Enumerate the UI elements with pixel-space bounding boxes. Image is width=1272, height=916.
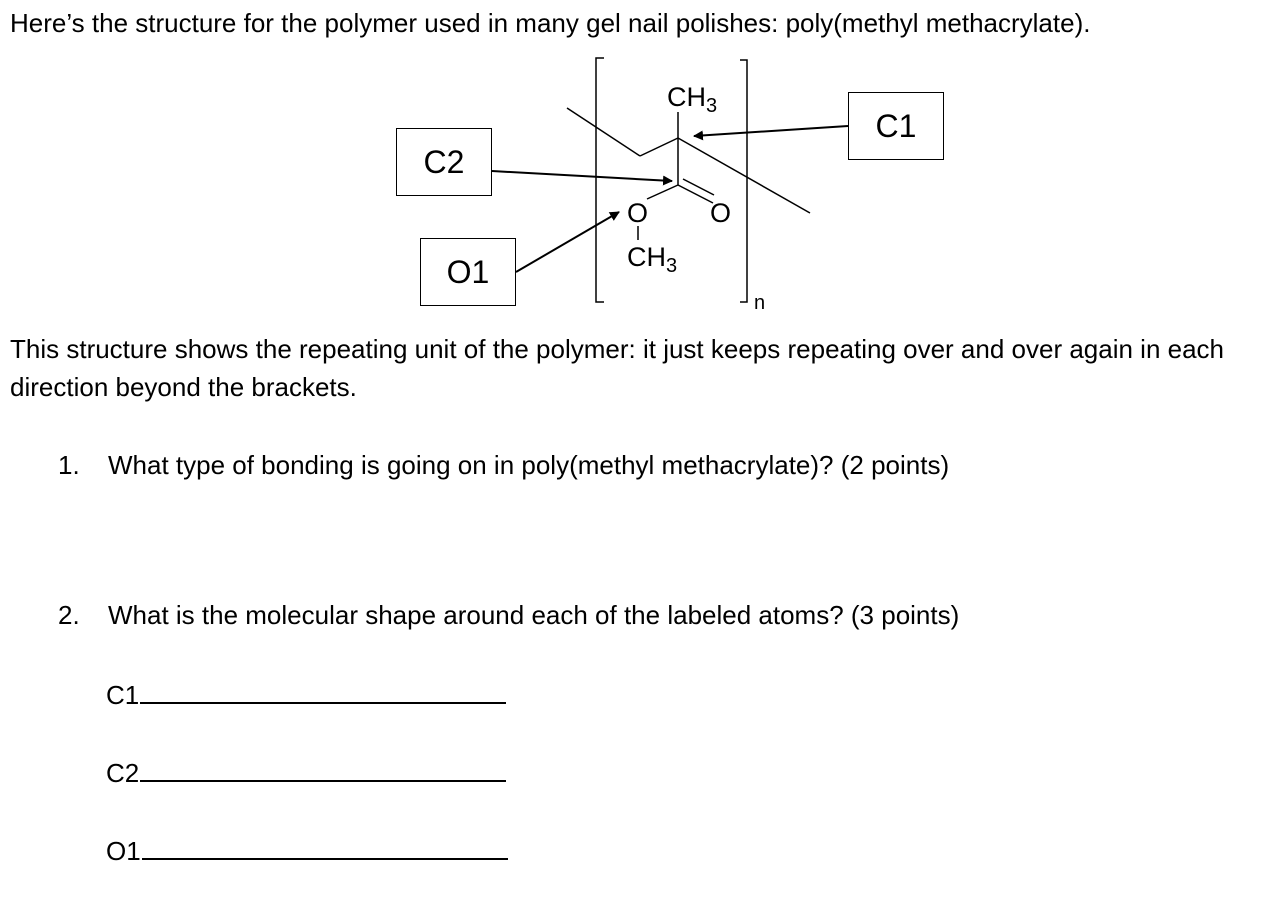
- answer-label: O1: [106, 836, 141, 866]
- question-number: 1.: [58, 450, 80, 480]
- question-number: 2.: [58, 600, 80, 630]
- answer-label: C1: [106, 680, 140, 710]
- c2-arrow: [492, 171, 672, 181]
- answer-row-o1: [106, 830, 508, 870]
- answer-blank[interactable]: [140, 674, 506, 704]
- question-text: What is the molecular shape around each of the labeled atoms? (3 points): [108, 600, 960, 630]
- question-2: [58, 596, 959, 634]
- answer-blank[interactable]: [142, 830, 508, 860]
- question-1: [58, 446, 949, 484]
- backbone-bond: [678, 138, 810, 213]
- repeat-n-label: n: [754, 292, 766, 314]
- ester-bond: [647, 185, 678, 199]
- backbone-bond: [567, 108, 640, 156]
- carbonyl-bond: [678, 185, 713, 203]
- ch3-top-label: $CH_3$: [667, 82, 718, 117]
- ester-oxygen-label: O: [627, 198, 649, 228]
- carbonyl-bond: [683, 179, 714, 195]
- description-text: This structure shows the repeating unit of the polymer: it just keeps repeating over and over again in each direction beyond the brackets.: [10, 334, 1225, 402]
- right-bracket: [740, 60, 747, 302]
- o1-arrow: [516, 212, 619, 272]
- ch3-bottom-label: $CH_3$: [627, 242, 678, 277]
- question-text: What type of bonding is going on in poly(methyl methacrylate)? (2 points): [108, 450, 950, 480]
- pmma-structure-diagram: [0, 0, 1272, 330]
- answer-blank[interactable]: [140, 752, 506, 782]
- o1-label-box: O1: [420, 238, 516, 306]
- carbonyl-oxygen-label: O: [710, 198, 732, 228]
- backbone-bond: [640, 138, 678, 156]
- intro-text: Here’s the structure for the polymer used in many gel nail polishes: poly(methyl methacrylate).: [10, 8, 1091, 38]
- answer-label: C2: [106, 758, 140, 788]
- c1-arrow: [694, 126, 848, 136]
- answer-row-c2: [106, 752, 506, 792]
- c1-label-box: C1: [848, 92, 944, 160]
- left-bracket: [596, 58, 604, 302]
- c2-label-box: C2: [396, 128, 492, 196]
- answer-row-c1: [106, 674, 506, 714]
